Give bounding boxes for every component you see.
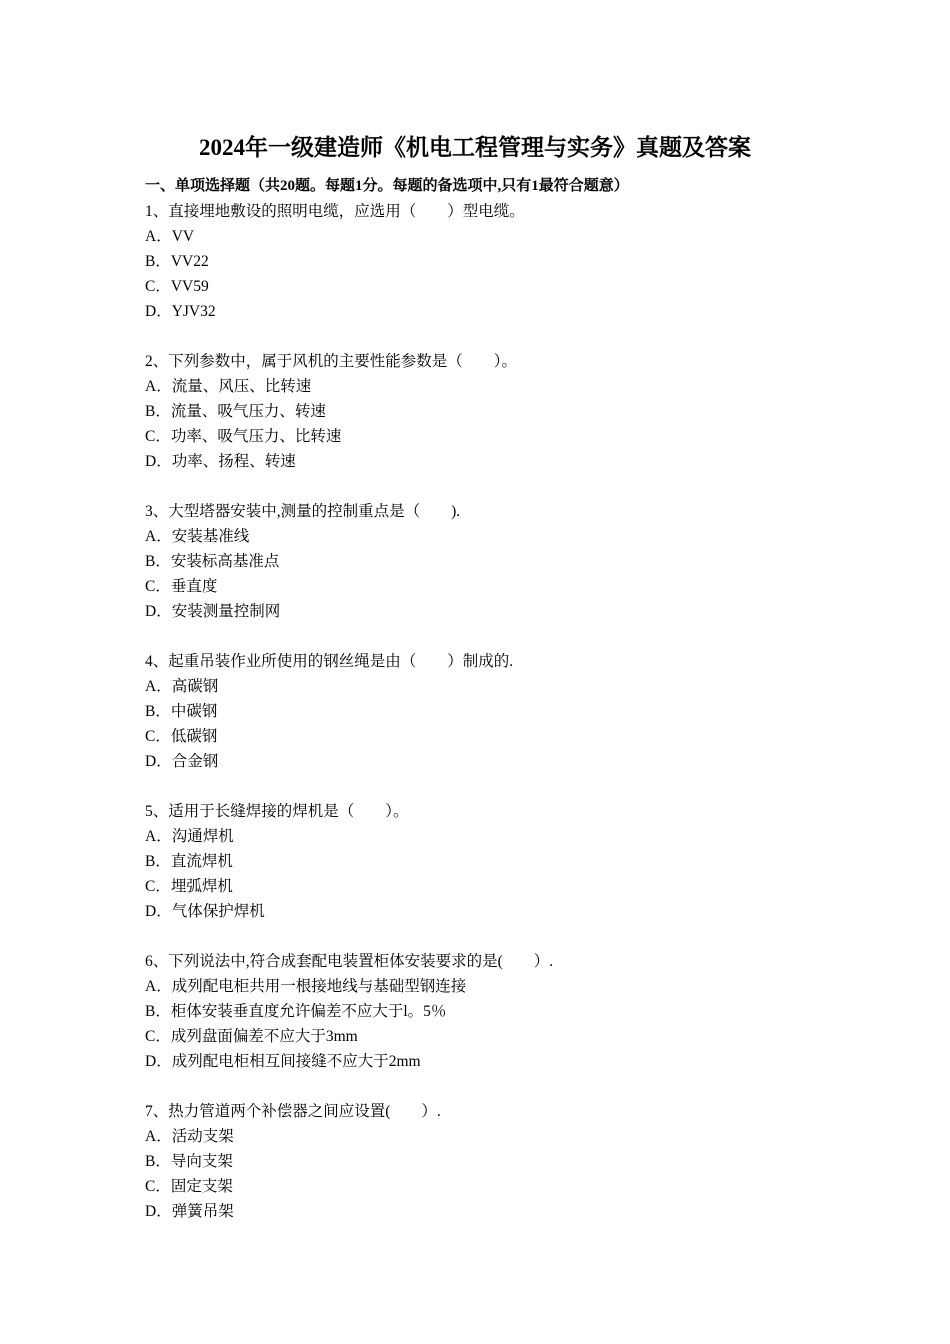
option-b: B．中碳钢 [145, 703, 218, 720]
option-c: C．埋弧焊机 [145, 878, 233, 895]
option-d: D．YJV32 [145, 303, 216, 320]
document-title: 2024年一级建造师《机电工程管理与实务》真题及答案 [199, 135, 751, 160]
question-7 [145, 1099, 845, 1224]
question-5 [145, 799, 845, 924]
question-list [145, 199, 845, 1249]
option-d: D．弹簧吊架 [145, 1203, 234, 1220]
section-heading: 一、单项选择题（共20题。每题1分。每题的备选项中,只有1最符合题意） [145, 178, 629, 194]
option-a: A．安装基准线 [145, 528, 250, 545]
question-stem: 3、大型塔器安装中,测量的控制重点是（ ). [145, 503, 461, 520]
question-3 [145, 499, 845, 624]
option-b: B．导向支架 [145, 1153, 233, 1170]
question-stem: 4、起重吊装作业所使用的钢丝绳是由（ ）制成的. [145, 653, 514, 670]
option-c: C．VV59 [145, 278, 209, 295]
question-stem: 7、热力管道两个补偿器之间应设置( ）. [145, 1103, 441, 1120]
option-b: B．柜体安装垂直度允许偏差不应大于l。5％ [145, 1003, 447, 1020]
option-c: C．成列盘面偏差不应大于3mm [145, 1028, 358, 1045]
option-b: B．VV22 [145, 253, 209, 270]
option-a: A．高碳钢 [145, 678, 219, 695]
question-6 [145, 949, 845, 1074]
option-c: C．固定支架 [145, 1178, 233, 1195]
option-c: C．垂直度 [145, 578, 218, 595]
question-4 [145, 649, 845, 774]
option-a: A．VV [145, 228, 195, 245]
option-b: B．流量、吸气压力、转速 [145, 403, 326, 420]
option-a: A．流量、风压、比转速 [145, 378, 312, 395]
option-c: C．低碳钢 [145, 728, 218, 745]
option-c: C．功率、吸气压力、比转速 [145, 428, 342, 445]
option-b: B．安装标高基准点 [145, 553, 280, 570]
option-a: A．活动支架 [145, 1128, 234, 1145]
option-d: D．合金钢 [145, 753, 219, 770]
option-a: A．成列配电柜共用一根接地线与基础型钢连接 [145, 978, 467, 995]
question-stem: 6、下列说法中,符合成套配电装置柜体安装要求的是( ）. [145, 953, 554, 970]
question-stem: 1、直接埋地敷设的照明电缆，应选用（ ）型电缆。 [145, 203, 525, 220]
option-a: A．沟通焊机 [145, 828, 234, 845]
question-1 [145, 199, 845, 324]
option-d: D．功率、扬程、转速 [145, 453, 296, 470]
question-stem: 2、下列参数中，属于风机的主要性能参数是（ ）。 [145, 353, 518, 370]
option-d: D．成列配电柜相互间接缝不应大于2mm [145, 1053, 421, 1070]
question-stem: 5、适用于长缝焊接的焊机是（ ）。 [145, 803, 409, 820]
question-2 [145, 349, 845, 474]
option-d: D．气体保护焊机 [145, 903, 265, 920]
option-d: D．安装测量控制网 [145, 603, 281, 620]
option-b: B．直流焊机 [145, 853, 233, 870]
